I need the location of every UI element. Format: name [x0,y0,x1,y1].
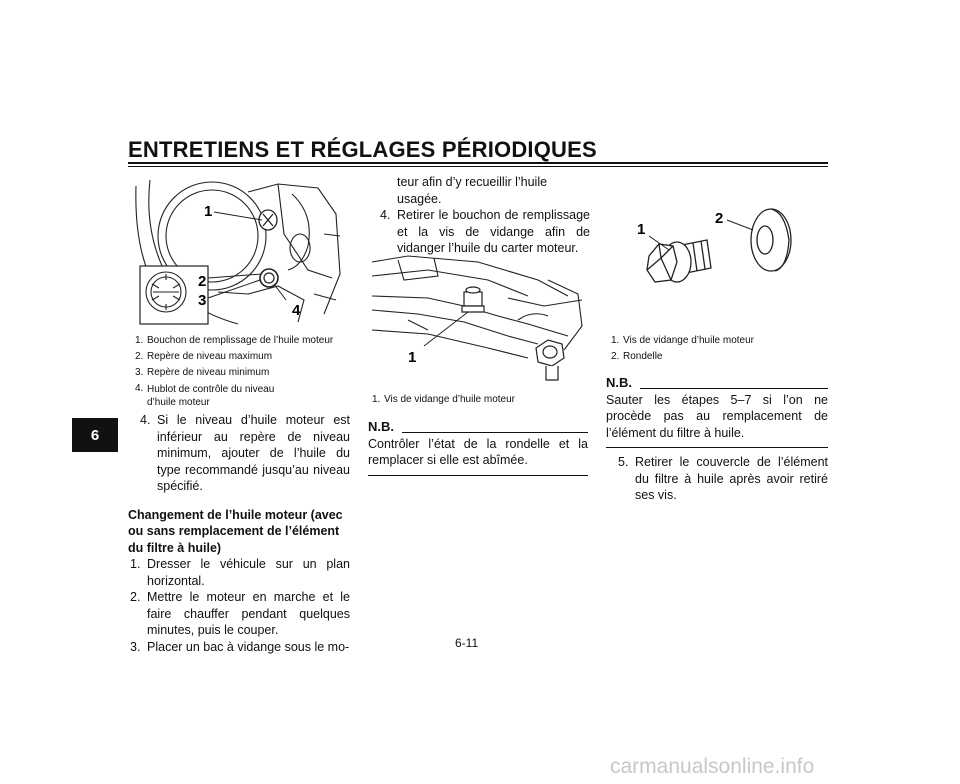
column-1 [128,412,350,655]
figure2-caption: 1. Vis de vidange d’huile moteur [372,394,516,405]
callout-1: 1 [408,349,417,366]
caption-item: 1. Vis de vidange d’huile moteur [611,335,755,346]
caption-item: 2. Repère de niveau maximum [135,351,273,362]
note-block-1 [368,419,588,476]
step-2: 2. Mettre le moteur en marche et le faire chauffer pendant quelques minutes, puis le couper. [130,590,350,637]
callout-2: 2 [715,210,724,227]
callout-1: 1 [637,221,646,238]
callout-1: 1 [204,203,213,220]
caption-item: 4. Hublot de contrôle du niveau d’huile moteur [135,383,275,408]
step-4: 4. Si le niveau d’huile moteur est inférieur au repère de niveau minimum, ajouter de l’huile du type recommandé jusqu’au niveau spécifié. [140,413,350,493]
column-3 [606,375,828,504]
caption-item: 2. Rondelle [611,351,663,362]
note-heading: N.B. [606,375,828,392]
section-heading: Changement de l’huile moteur (avec ou sans remplacement de l’élément du filtre à huile) [128,507,343,555]
page-title: ENTRETIENS ET RÉGLAGES PÉRIODIQUES [128,137,597,162]
note-heading: N.B. [368,419,588,436]
callout-3: 3 [198,292,207,309]
figure3-captions [611,333,831,365]
note-text: Contrôler l’état de la rondelle et la remplacer si elle est abîmée. [368,436,588,476]
engine-oil-level-illustration [128,174,348,334]
callout-4: 4 [292,302,301,319]
caption-item: 3. Repère de niveau minimum [135,367,270,378]
caption-item: 1. Bouchon de remplissage de l’huile moteur [135,335,334,346]
page-number: 6-11 [455,636,479,650]
watermark: carmanualsonline.info [610,755,815,778]
drain-bolt-washer-illustration [615,200,825,324]
step-1: 1. Dresser le véhicule sur un plan horizontal. [130,557,350,588]
figure1-captions [135,333,350,409]
callout-2: 2 [198,273,207,290]
drain-bolt-illustration [368,240,590,388]
continuation-text: teur afin d’y recueillir l’huile usagée. [397,175,548,206]
step-3: 3. Placer un bac à vidange sous le mo- [130,639,350,654]
header-rule [128,162,828,164]
step-5: 5. Retirer le couvercle de l’élément du filtre à huile après avoir retiré ses vis. [618,455,828,502]
note-text: Sauter les étapes 5–7 si l’on ne procède pas au remplacement de l’élément du filtre à huile. [606,392,828,449]
step-4-drain: 4. Retirer le bouchon de remplissage et la vis de vidange afin de vidanger l’huile du carter moteur. [380,208,590,255]
header-rule-thin [128,166,828,167]
chapter-tab: 6 [72,418,118,452]
